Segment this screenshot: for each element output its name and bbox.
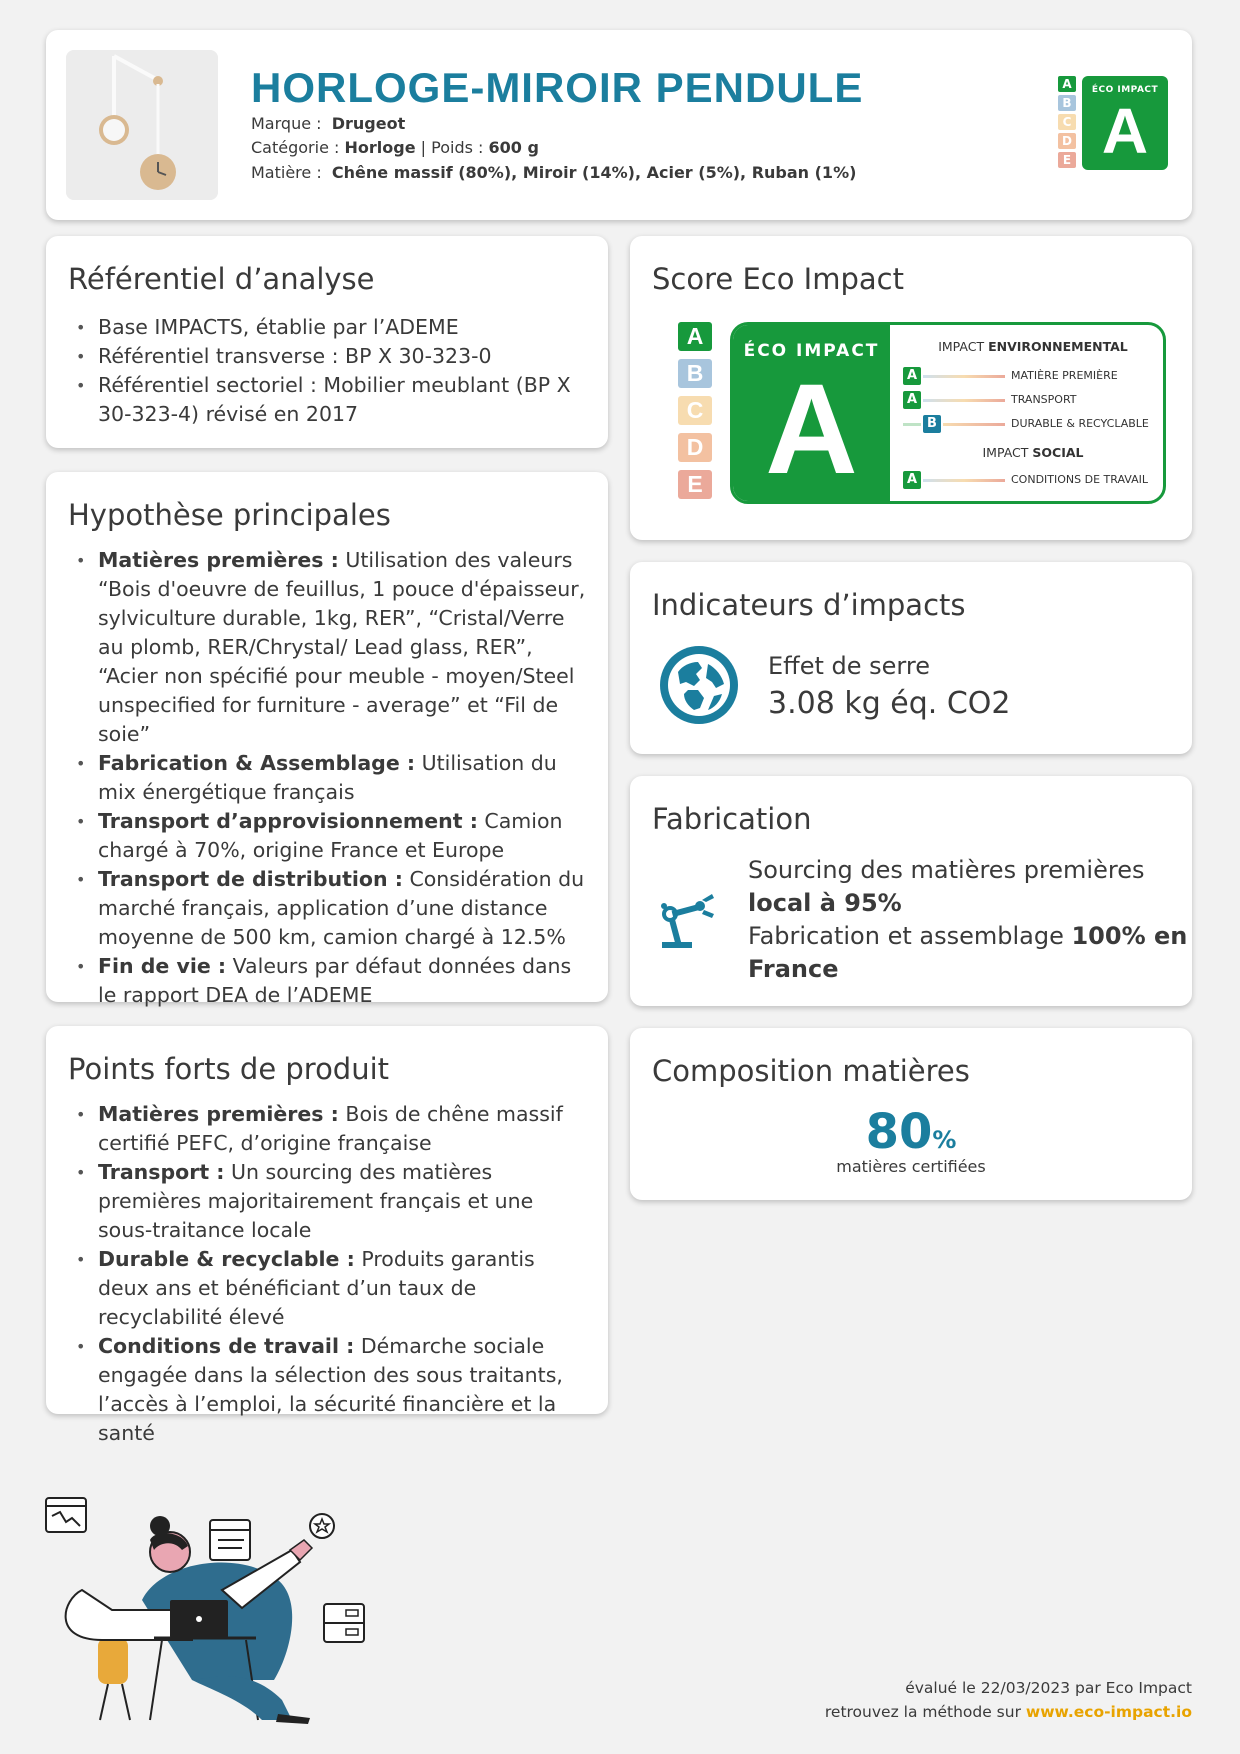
social-title-bold: SOCIAL bbox=[1032, 445, 1084, 460]
score-badge bbox=[730, 322, 1166, 504]
hypotheses-title: Hypothèse principales bbox=[68, 498, 391, 532]
item-label: Transport : bbox=[98, 1160, 225, 1184]
row-grade: A bbox=[903, 471, 921, 489]
footer-method-text: retrouvez la méthode sur bbox=[824, 1703, 1026, 1721]
grade-e: E bbox=[678, 470, 712, 499]
score-letter-panel bbox=[733, 325, 890, 501]
list-item: • Référentiel sectoriel : Mobilier meublant (BP X 30-323-4) révisé en 2017 bbox=[76, 371, 590, 429]
product-category-line bbox=[251, 138, 539, 157]
row-label: MATIÈRE PREMIÈRE bbox=[1011, 369, 1118, 382]
row-bar-left bbox=[903, 423, 921, 426]
mini-grade-b: B bbox=[1058, 95, 1076, 111]
separator: | bbox=[420, 138, 427, 157]
score-title: Score Eco Impact bbox=[652, 262, 904, 296]
env-row bbox=[903, 391, 1163, 411]
item-label: Transport d’approvisionnement : bbox=[98, 809, 478, 833]
product-brand-line bbox=[251, 114, 405, 133]
points-forts-card bbox=[46, 1026, 608, 1445]
item-text: Un sourcing des matières premières majoritairement français et une sous-traitance locale bbox=[98, 1160, 534, 1242]
person-laptop-illustration bbox=[42, 1490, 372, 1730]
robot-arm-icon bbox=[654, 888, 718, 952]
item-label: Fin de vie : bbox=[98, 954, 227, 978]
mini-score-letter: A bbox=[1101, 95, 1149, 167]
composition-card bbox=[630, 1028, 1192, 1200]
mini-grade-e: E bbox=[1058, 152, 1076, 168]
row-grade: B bbox=[923, 415, 941, 433]
globe-icon bbox=[658, 644, 740, 726]
fabrication-line3-bold: 100% en bbox=[1071, 922, 1188, 950]
fabrication-text bbox=[748, 854, 1187, 986]
mini-grade-a: A bbox=[1058, 76, 1076, 92]
composition-caption: matières certifiées bbox=[836, 1157, 986, 1176]
referentiel-card bbox=[46, 236, 608, 448]
material-value: Chêne massif (80%), Miroir (14%), Acier (5%), Ruban (1%) bbox=[331, 163, 857, 182]
social-title bbox=[903, 445, 1163, 460]
mini-grade-d: D bbox=[1058, 133, 1076, 149]
item-label: Matières premières : bbox=[98, 1102, 339, 1126]
env-row bbox=[903, 367, 1163, 387]
item-text: Utilisation du mix énergétique français bbox=[98, 751, 557, 804]
brand-value: Drugeot bbox=[331, 114, 406, 133]
composition-unit: % bbox=[932, 1126, 957, 1154]
composition-figure bbox=[630, 1104, 1192, 1160]
item-label: Transport de distribution : bbox=[98, 867, 403, 891]
list-item bbox=[76, 1245, 590, 1332]
fabrication-line3-pre: Fabrication et assemblage bbox=[748, 922, 1072, 950]
product-title: HORLOGE-MIROIR PENDULE bbox=[251, 64, 864, 111]
list-item bbox=[76, 865, 590, 952]
item-text: Produits garantis deux ans et bénéficiant d’un taux de recyclabilité élevé bbox=[98, 1247, 535, 1329]
row-label: CONDITIONS DE TRAVAIL bbox=[1011, 473, 1148, 486]
fabrication-line2: local à 95% bbox=[748, 889, 902, 917]
material-label: Matière : bbox=[251, 163, 322, 182]
row-label: DURABLE & RECYCLABLE bbox=[1011, 417, 1149, 430]
indicateurs-title: Indicateurs d’impacts bbox=[652, 588, 966, 622]
list-item bbox=[76, 952, 590, 1010]
row-grade: A bbox=[903, 391, 921, 409]
grade-d: D bbox=[678, 433, 712, 462]
fabrication-line4: France bbox=[748, 955, 839, 983]
item-label: Durable & recyclable : bbox=[98, 1247, 355, 1271]
row-bar bbox=[923, 399, 1005, 402]
mini-score-box bbox=[1082, 76, 1168, 170]
indicator-value: 3.08 kg éq. CO2 bbox=[768, 686, 1011, 721]
list-item bbox=[76, 1158, 590, 1245]
score-card bbox=[630, 236, 1192, 540]
fabrication-line1: Sourcing des matières premières bbox=[748, 856, 1145, 884]
footer-link[interactable]: www.eco-impact.io bbox=[1025, 1703, 1192, 1721]
fabrication-line3 bbox=[748, 920, 1187, 953]
score-grade-scale bbox=[678, 322, 712, 507]
weight-label: Poids : bbox=[431, 138, 484, 157]
list-item bbox=[76, 546, 590, 749]
footer-evaluation: évalué le 22/03/2023 par Eco Impact bbox=[905, 1679, 1192, 1697]
category-value: Horloge bbox=[344, 138, 416, 157]
product-header-card bbox=[46, 30, 1192, 220]
item-label: Fabrication & Assemblage : bbox=[98, 751, 416, 775]
item-label: Matières premières : bbox=[98, 548, 339, 572]
item-text: Valeurs par défaut données dans le rapport DEA de l’ADEME bbox=[98, 954, 572, 1007]
grade-c: C bbox=[678, 396, 712, 425]
fabrication-card bbox=[630, 776, 1192, 1006]
category-label: Catégorie : bbox=[251, 138, 340, 157]
score-letter: A bbox=[765, 358, 858, 501]
indicator-name: Effet de serre bbox=[768, 652, 930, 680]
item-label: Conditions de travail : bbox=[98, 1334, 355, 1358]
list-item bbox=[76, 749, 590, 807]
mini-grade-c: C bbox=[1058, 114, 1076, 130]
list-item bbox=[76, 807, 590, 865]
points-forts-list bbox=[76, 1100, 590, 1448]
product-material-line bbox=[251, 163, 856, 182]
item-text: Camion chargé à 70%, origine France et Europe bbox=[98, 809, 563, 862]
item-text: Utilisation des valeurs “Bois d'oeuvre de feuillus, 1 pouce d'épaisseur, sylviculture durable, 1kg, RER”, “Cristal/Verre au plomb, RER/Chrystal/ Lead glass, RER”, “Acier non spécifié pour meuble - moyen/Steel unspecified for furniture - average” et “Fil de soie” bbox=[98, 548, 586, 746]
item-text: Considération du marché français, application d’une distance moyenne de 500 km, camion chargé à 12.5% bbox=[98, 867, 585, 949]
weight-value: 600 g bbox=[488, 138, 539, 157]
points-forts-title: Points forts de produit bbox=[68, 1052, 390, 1086]
social-title-pre: IMPACT bbox=[982, 445, 1033, 460]
social-row bbox=[903, 471, 1163, 491]
referentiel-list bbox=[76, 313, 590, 429]
row-bar bbox=[923, 479, 1005, 482]
list-item bbox=[76, 1332, 590, 1448]
grade-a: A bbox=[678, 322, 712, 351]
hypotheses-list bbox=[76, 546, 590, 1010]
composition-title: Composition matières bbox=[652, 1054, 970, 1088]
mini-eco-badge bbox=[1058, 76, 1168, 172]
score-badge-label: ÉCO IMPACT bbox=[743, 341, 880, 361]
item-text: Bois de chêne massif certifié PEFC, d’origine française bbox=[98, 1102, 563, 1155]
mini-badge-label: ÉCO IMPACT bbox=[1091, 85, 1159, 95]
env-title-bold: ENVIRONNEMENTAL bbox=[988, 339, 1128, 354]
row-label: TRANSPORT bbox=[1011, 393, 1077, 406]
indicateurs-card bbox=[630, 562, 1192, 754]
footer-method bbox=[825, 1703, 1192, 1721]
item-text: Démarche sociale engagée dans la sélection des sous traitants, l’accès à l’emploi, la sécurité financière et la santé bbox=[98, 1334, 563, 1445]
grade-b: B bbox=[678, 359, 712, 388]
row-bar bbox=[923, 375, 1005, 378]
env-title bbox=[903, 339, 1163, 354]
env-title-pre: IMPACT bbox=[938, 339, 989, 354]
referentiel-title: Référentiel d’analyse bbox=[68, 262, 375, 296]
product-photo bbox=[66, 50, 218, 200]
composition-value: 80 bbox=[865, 1104, 933, 1160]
row-bar bbox=[943, 423, 1005, 426]
brand-label: Marque : bbox=[251, 114, 322, 133]
list-item: • Base IMPACTS, établie par l’ADEME bbox=[76, 313, 590, 342]
row-grade: A bbox=[903, 367, 921, 385]
list-item: • Référentiel transverse : BP X 30-323-0 bbox=[76, 342, 590, 371]
list-item bbox=[76, 1100, 590, 1158]
fabrication-title: Fabrication bbox=[652, 802, 812, 836]
env-row bbox=[903, 415, 1163, 435]
hypotheses-card bbox=[46, 472, 608, 1007]
